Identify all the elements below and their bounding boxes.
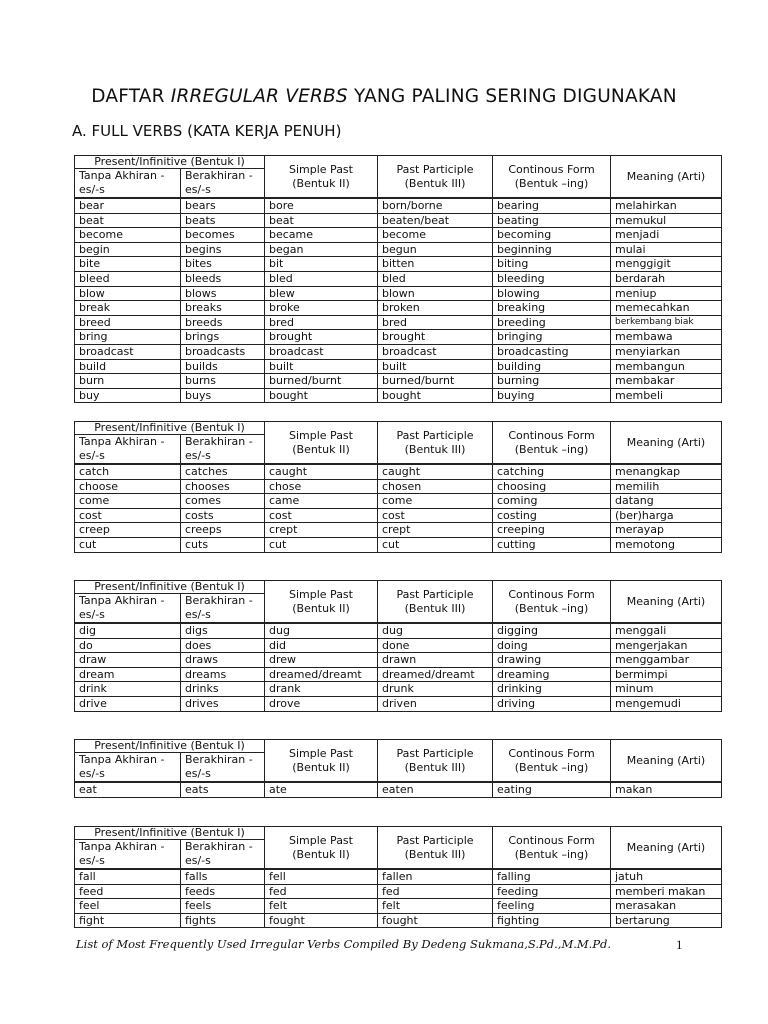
cell-continuous: coming [493, 494, 611, 509]
cell-base-form: drive [75, 696, 181, 711]
cell-simple-past: bled [265, 271, 378, 286]
cell-base-form: creep [75, 523, 181, 538]
cell-meaning: merayap [611, 523, 722, 538]
cell-past-participle: fallen [378, 869, 493, 884]
cell-past-participle: begun [378, 242, 493, 257]
cell-s-form: feeds [181, 884, 265, 899]
cell-base-form: become [75, 228, 181, 243]
table-row [75, 301, 722, 316]
header-berakhiran: Berakhiran -es/-s [181, 435, 265, 465]
cell-simple-past: cost [265, 508, 378, 523]
cell-continuous: breaking [493, 301, 611, 316]
cell-base-form: catch [75, 464, 181, 479]
cell-s-form: bleeds [181, 271, 265, 286]
cell-past-participle: bought [378, 388, 493, 403]
header-berakhiran: Berakhiran -es/-s [181, 169, 265, 199]
table-row [75, 479, 722, 494]
cell-past-participle: come [378, 494, 493, 509]
cell-meaning: memukul [611, 213, 722, 228]
cell-past-participle: driven [378, 696, 493, 711]
title-part-3: YANG PALING SERING DIGUNAKAN [347, 86, 677, 107]
header-past-participle: Past Participle (Bentuk III) [378, 581, 493, 624]
cell-simple-past: burned/burnt [265, 374, 378, 389]
header-tanpa-akhiran: Tanpa Akhiran - es/-s [75, 169, 181, 199]
cell-s-form: draws [181, 653, 265, 668]
cell-simple-past: fed [265, 884, 378, 899]
header-past-participle: Past Participle (Bentuk III) [378, 156, 493, 199]
cell-meaning: mengerjakan [611, 638, 722, 653]
header-past-participle: Past Participle (Bentuk III) [378, 422, 493, 465]
cell-meaning: jatuh [611, 869, 722, 884]
cell-meaning: mulai [611, 242, 722, 257]
table-row [75, 198, 722, 213]
cell-s-form: builds [181, 359, 265, 374]
cell-past-participle: bled [378, 271, 493, 286]
cell-base-form: dream [75, 667, 181, 682]
cell-simple-past: broadcast [265, 344, 378, 359]
page-title [0, 86, 768, 107]
cell-simple-past: fought [265, 913, 378, 928]
header-past-participle: Past Participle (Bentuk III) [378, 740, 493, 783]
cell-past-participle: brought [378, 330, 493, 345]
header-simple-past: Simple Past (Bentuk II) [265, 827, 378, 870]
cell-base-form: buy [75, 388, 181, 403]
cell-continuous: bleeding [493, 271, 611, 286]
table-row [75, 271, 722, 286]
table-row [75, 899, 722, 914]
cell-meaning: mengemudi [611, 696, 722, 711]
cell-continuous: eating [493, 782, 611, 797]
cell-base-form: drink [75, 682, 181, 697]
header-tanpa-akhiran: Tanpa Akhiran - es/-s [75, 594, 181, 624]
cell-s-form: catches [181, 464, 265, 479]
cell-simple-past: bred [265, 315, 378, 330]
cell-simple-past: drove [265, 696, 378, 711]
table-row [75, 667, 722, 682]
table-row [75, 228, 722, 243]
cell-base-form: bite [75, 257, 181, 272]
cell-base-form: beat [75, 213, 181, 228]
table-row [75, 623, 722, 638]
cell-simple-past: bought [265, 388, 378, 403]
table-row [75, 494, 722, 509]
cell-past-participle: drunk [378, 682, 493, 697]
cell-base-form: eat [75, 782, 181, 797]
cell-s-form: bears [181, 198, 265, 213]
cell-s-form: brings [181, 330, 265, 345]
cell-continuous: creeping [493, 523, 611, 538]
cell-continuous: breeding [493, 315, 611, 330]
table-row [75, 242, 722, 257]
cell-s-form: chooses [181, 479, 265, 494]
cell-s-form: comes [181, 494, 265, 509]
table-row [75, 344, 722, 359]
header-present-infinitive: Present/Infinitive (Bentuk I) [75, 827, 265, 840]
cell-meaning: meniup [611, 286, 722, 301]
cell-s-form: beats [181, 213, 265, 228]
cell-meaning: membangun [611, 359, 722, 374]
cell-s-form: digs [181, 623, 265, 638]
cell-meaning: minum [611, 682, 722, 697]
header-tanpa-akhiran: Tanpa Akhiran - es/-s [75, 840, 181, 870]
table-row [75, 696, 722, 711]
cell-past-participle: dreamed/dreamt [378, 667, 493, 682]
cell-meaning: membeli [611, 388, 722, 403]
cell-continuous: digging [493, 623, 611, 638]
cell-meaning: menjadi [611, 228, 722, 243]
cell-simple-past: chose [265, 479, 378, 494]
header-simple-past: Simple Past (Bentuk II) [265, 740, 378, 783]
footer-caption: List of Most Frequently Used Irregular Verbs Compiled By Dedeng Sukmana,S.Pd.,M.M.Pd. [76, 937, 612, 951]
cell-past-participle: beaten/beat [378, 213, 493, 228]
cell-s-form: dreams [181, 667, 265, 682]
cell-s-form: drives [181, 696, 265, 711]
table-row [75, 359, 722, 374]
cell-base-form: bleed [75, 271, 181, 286]
cell-continuous: drawing [493, 653, 611, 668]
cell-base-form: blow [75, 286, 181, 301]
header-present-infinitive: Present/Infinitive (Bentuk I) [75, 422, 265, 435]
cell-s-form: eats [181, 782, 265, 797]
cell-past-participle: broadcast [378, 344, 493, 359]
cell-s-form: cuts [181, 537, 265, 552]
table-row [75, 213, 722, 228]
header-meaning: Meaning (Arti) [611, 422, 722, 465]
header-berakhiran: Berakhiran -es/-s [181, 753, 265, 783]
cell-past-participle: cut [378, 537, 493, 552]
cell-meaning: menggambar [611, 653, 722, 668]
cell-base-form: burn [75, 374, 181, 389]
cell-simple-past: did [265, 638, 378, 653]
header-tanpa-akhiran: Tanpa Akhiran - es/-s [75, 753, 181, 783]
cell-meaning: menangkap [611, 464, 722, 479]
cell-simple-past: broke [265, 301, 378, 316]
cell-continuous: bringing [493, 330, 611, 345]
cell-s-form: does [181, 638, 265, 653]
cell-base-form: bring [75, 330, 181, 345]
title-part-1: DAFTAR [91, 86, 171, 107]
cell-continuous: buying [493, 388, 611, 403]
header-simple-past: Simple Past (Bentuk II) [265, 156, 378, 199]
header-past-participle: Past Participle (Bentuk III) [378, 827, 493, 870]
cell-past-participle: drawn [378, 653, 493, 668]
header-simple-past: Simple Past (Bentuk II) [265, 581, 378, 624]
cell-base-form: feed [75, 884, 181, 899]
cell-base-form: choose [75, 479, 181, 494]
cell-simple-past: felt [265, 899, 378, 914]
cell-continuous: fighting [493, 913, 611, 928]
cell-past-participle: built [378, 359, 493, 374]
cell-past-participle: dug [378, 623, 493, 638]
cell-simple-past: ate [265, 782, 378, 797]
cell-continuous: driving [493, 696, 611, 711]
cell-meaning: datang [611, 494, 722, 509]
cell-s-form: blows [181, 286, 265, 301]
cell-continuous: blowing [493, 286, 611, 301]
cell-continuous: feeling [493, 899, 611, 914]
header-continuous-form: Continous Form (Bentuk –ing) [493, 156, 611, 199]
table-row [75, 388, 722, 403]
cell-simple-past: dug [265, 623, 378, 638]
cell-simple-past: blew [265, 286, 378, 301]
header-meaning: Meaning (Arti) [611, 156, 722, 199]
cell-simple-past: built [265, 359, 378, 374]
header-tanpa-akhiran: Tanpa Akhiran - es/-s [75, 435, 181, 465]
cell-base-form: fight [75, 913, 181, 928]
table-row [75, 523, 722, 538]
table-row [75, 315, 722, 330]
header-present-infinitive: Present/Infinitive (Bentuk I) [75, 581, 265, 594]
cell-base-form: do [75, 638, 181, 653]
cell-base-form: broadcast [75, 344, 181, 359]
cell-meaning: memotong [611, 537, 722, 552]
cell-continuous: broadcasting [493, 344, 611, 359]
cell-meaning: berkembang biak [611, 315, 722, 330]
cell-s-form: begins [181, 242, 265, 257]
cell-meaning: memberi makan [611, 884, 722, 899]
cell-past-participle: born/borne [378, 198, 493, 213]
cell-meaning: (ber)harga [611, 508, 722, 523]
cell-s-form: creeps [181, 523, 265, 538]
cell-base-form: dig [75, 623, 181, 638]
cell-continuous: beginning [493, 242, 611, 257]
cell-s-form: fights [181, 913, 265, 928]
cell-simple-past: bore [265, 198, 378, 213]
cell-simple-past: brought [265, 330, 378, 345]
cell-base-form: cut [75, 537, 181, 552]
cell-past-participle: cost [378, 508, 493, 523]
cell-meaning: memecahkan [611, 301, 722, 316]
verb-table [74, 580, 722, 712]
cell-s-form: buys [181, 388, 265, 403]
cell-simple-past: began [265, 242, 378, 257]
header-meaning: Meaning (Arti) [611, 581, 722, 624]
cell-continuous: building [493, 359, 611, 374]
cell-meaning: bermimpi [611, 667, 722, 682]
verb-table [74, 421, 722, 553]
cell-past-participle: felt [378, 899, 493, 914]
cell-continuous: catching [493, 464, 611, 479]
cell-simple-past: drew [265, 653, 378, 668]
cell-simple-past: caught [265, 464, 378, 479]
cell-simple-past: fell [265, 869, 378, 884]
cell-continuous: drinking [493, 682, 611, 697]
cell-meaning: berdarah [611, 271, 722, 286]
cell-meaning: membawa [611, 330, 722, 345]
cell-continuous: biting [493, 257, 611, 272]
cell-base-form: break [75, 301, 181, 316]
cell-past-participle: fed [378, 884, 493, 899]
table-row [75, 537, 722, 552]
cell-continuous: cutting [493, 537, 611, 552]
cell-s-form: bites [181, 257, 265, 272]
cell-s-form: feels [181, 899, 265, 914]
header-simple-past: Simple Past (Bentuk II) [265, 422, 378, 465]
table-row [75, 374, 722, 389]
cell-s-form: drinks [181, 682, 265, 697]
table-row [75, 653, 722, 668]
cell-past-participle: broken [378, 301, 493, 316]
cell-continuous: dreaming [493, 667, 611, 682]
cell-continuous: doing [493, 638, 611, 653]
cell-base-form: draw [75, 653, 181, 668]
cell-simple-past: beat [265, 213, 378, 228]
table-row [75, 508, 722, 523]
cell-simple-past: bit [265, 257, 378, 272]
cell-s-form: breaks [181, 301, 265, 316]
table-row [75, 682, 722, 697]
cell-base-form: begin [75, 242, 181, 257]
cell-base-form: fall [75, 869, 181, 884]
header-present-infinitive: Present/Infinitive (Bentuk I) [75, 740, 265, 753]
cell-base-form: cost [75, 508, 181, 523]
cell-continuous: feeding [493, 884, 611, 899]
page-number: 1 [676, 937, 683, 952]
cell-past-participle: bred [378, 315, 493, 330]
cell-past-participle: eaten [378, 782, 493, 797]
cell-meaning: melahirkan [611, 198, 722, 213]
cell-continuous: bearing [493, 198, 611, 213]
cell-meaning: merasakan [611, 899, 722, 914]
header-continuous-form: Continous Form (Bentuk –ing) [493, 581, 611, 624]
table-row [75, 869, 722, 884]
cell-past-participle: burned/burnt [378, 374, 493, 389]
cell-s-form: breeds [181, 315, 265, 330]
verb-table [74, 826, 722, 928]
header-berakhiran: Berakhiran -es/-s [181, 840, 265, 870]
cell-past-participle: caught [378, 464, 493, 479]
table-row [75, 464, 722, 479]
cell-continuous: choosing [493, 479, 611, 494]
cell-past-participle: crept [378, 523, 493, 538]
table-row [75, 913, 722, 928]
cell-s-form: broadcasts [181, 344, 265, 359]
cell-continuous: beating [493, 213, 611, 228]
verb-table [74, 155, 722, 403]
cell-meaning: menggali [611, 623, 722, 638]
cell-continuous: burning [493, 374, 611, 389]
table-row [75, 330, 722, 345]
cell-continuous: falling [493, 869, 611, 884]
cell-meaning: membakar [611, 374, 722, 389]
cell-continuous: becoming [493, 228, 611, 243]
table-row [75, 782, 722, 797]
header-meaning: Meaning (Arti) [611, 740, 722, 783]
header-present-infinitive: Present/Infinitive (Bentuk I) [75, 156, 265, 169]
cell-base-form: build [75, 359, 181, 374]
header-continuous-form: Continous Form (Bentuk –ing) [493, 740, 611, 783]
cell-s-form: costs [181, 508, 265, 523]
cell-simple-past: cut [265, 537, 378, 552]
cell-past-participle: done [378, 638, 493, 653]
cell-meaning: makan [611, 782, 722, 797]
header-berakhiran: Berakhiran -es/-s [181, 594, 265, 624]
cell-s-form: becomes [181, 228, 265, 243]
cell-meaning: menyiarkan [611, 344, 722, 359]
cell-simple-past: became [265, 228, 378, 243]
table-row [75, 638, 722, 653]
table-row [75, 884, 722, 899]
cell-base-form: come [75, 494, 181, 509]
verb-table [74, 739, 722, 798]
header-continuous-form: Continous Form (Bentuk –ing) [493, 422, 611, 465]
cell-simple-past: came [265, 494, 378, 509]
cell-s-form: falls [181, 869, 265, 884]
section-heading: A. FULL VERBS (KATA KERJA PENUH) [72, 122, 342, 140]
cell-simple-past: drank [265, 682, 378, 697]
cell-past-participle: fought [378, 913, 493, 928]
cell-meaning: memilih [611, 479, 722, 494]
cell-past-participle: blown [378, 286, 493, 301]
cell-meaning: menggigit [611, 257, 722, 272]
cell-continuous: costing [493, 508, 611, 523]
cell-past-participle: become [378, 228, 493, 243]
cell-simple-past: dreamed/dreamt [265, 667, 378, 682]
header-meaning: Meaning (Arti) [611, 827, 722, 870]
header-continuous-form: Continous Form (Bentuk –ing) [493, 827, 611, 870]
cell-base-form: bear [75, 198, 181, 213]
cell-simple-past: crept [265, 523, 378, 538]
cell-base-form: feel [75, 899, 181, 914]
title-part-italic: IRREGULAR VERBS [170, 86, 348, 107]
cell-past-participle: bitten [378, 257, 493, 272]
cell-base-form: breed [75, 315, 181, 330]
cell-s-form: burns [181, 374, 265, 389]
cell-meaning: bertarung [611, 913, 722, 928]
table-row [75, 257, 722, 272]
table-row [75, 286, 722, 301]
cell-past-participle: chosen [378, 479, 493, 494]
